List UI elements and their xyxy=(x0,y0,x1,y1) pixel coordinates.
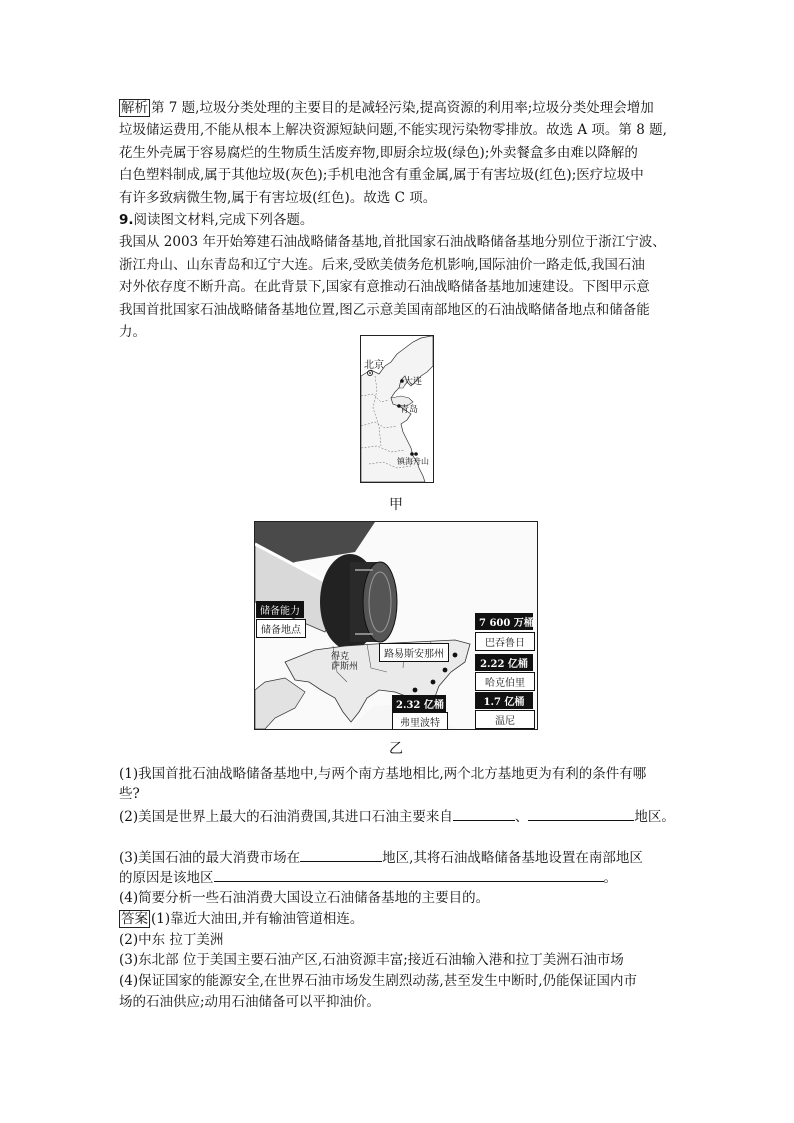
question-1-line-1: (1)我国首批石油战略储备基地中,与两个南方基地相比,两个北方基地更为有利的条件有哪 xyxy=(119,766,647,782)
question-2: (2)美国是世界上最大的石油消费国,其进口石油主要来自 、 地区。 xyxy=(119,806,689,827)
answer-3: (3)东北部 位于美国主要石油产区,石油资源丰富;接近石油输入港和拉丁美洲石油市场 xyxy=(119,952,624,968)
question-1-line-2: 些? xyxy=(119,786,140,802)
capacity-hackberry: 2.22 亿桶 xyxy=(475,654,533,671)
site-marker-hackberry xyxy=(443,668,448,673)
label-beijing: 北京 xyxy=(364,360,384,371)
analysis-tag: 解析 xyxy=(121,100,148,116)
site-winnie: 温尼 xyxy=(475,710,535,729)
material-line-1: 我国从 2003 年开始筹建石油战略储备基地,首批国家石油战略储备基地分别位于浙江宁波、 xyxy=(119,234,666,251)
label-qingdao: 青岛 xyxy=(400,405,419,415)
label-ningbo-zhoushan: 镇海舟山 xyxy=(397,457,429,466)
material-line-4: 我国首批国家石油战略储备基地位置,图乙示意美国南部地区的石油战略储备地点和储备能 xyxy=(119,301,650,318)
barrel-lid xyxy=(363,562,397,642)
blank-3a[interactable] xyxy=(300,847,382,862)
site-marker-freeport xyxy=(413,688,418,693)
beijing-dot xyxy=(369,372,371,374)
material-line-5: 力。 xyxy=(119,324,146,341)
analysis-line-1: 解析 第 7 题,垃圾分类处理的主要目的是减轻污染,提高资源的利用率;垃圾分类处理会增加 xyxy=(121,100,654,116)
material-line-2: 浙江舟山、山东青岛和辽宁大连。后来,受欧美债务危机影响,国际油价一路走低,我国石油 xyxy=(119,256,645,273)
figure-yi xyxy=(254,521,538,730)
question-9-intro: 9.阅读图文材料,完成下列各题。 xyxy=(119,212,314,228)
legend-capacity: 储备能力 xyxy=(256,601,304,618)
question-4: (4)简要分析一些石油消费大国设立石油储备基地的主要目的。 xyxy=(119,890,490,906)
analysis-line-2: 垃圾储运费用,不能从根本上解决资源短缺问题,不能实现污染物零排放。故选 A 项。第 8 题, xyxy=(119,122,667,139)
site-marker-winnie xyxy=(431,680,436,685)
analysis-section xyxy=(119,97,679,209)
label-texas: 得克 萨斯州 xyxy=(331,652,359,672)
figure-jia-map xyxy=(360,335,434,483)
site-marker-baton-rouge xyxy=(453,653,458,658)
capacity-freeport: 2.32 亿桶 xyxy=(392,695,446,712)
site-baton-rouge: 巴吞鲁日 xyxy=(475,632,535,651)
blank-2b[interactable] xyxy=(528,806,634,821)
figure-jia-caption: 甲 xyxy=(389,497,403,513)
figure-yi-caption: 乙 xyxy=(389,741,403,757)
answer-section-header: 答案 (1)靠近大油田,并有输油管道相连。 xyxy=(121,911,364,927)
site-hackberry: 哈克伯里 xyxy=(475,672,535,691)
question-number: 9. xyxy=(119,212,134,228)
capacity-winnie: 1.7 亿桶 xyxy=(475,692,533,709)
analysis-line-3: 花生外壳属于容易腐烂的生物质生活废弃物,即厨余垃圾(绿色);外卖餐盒多由难以降解的 xyxy=(119,144,638,161)
capacity-baton-rouge: 7 600 万桶 xyxy=(475,613,533,630)
label-dalian: 大连 xyxy=(404,377,423,387)
answer-4-line-2: 场的石油供应;动用石油储备可以平抑油价。 xyxy=(119,994,381,1010)
answer-4-line-1: (4)保证国家的能源安全,在世界石油市场发生剧烈动荡,甚至发生中断时,仍能保证国内市 xyxy=(119,973,637,989)
analysis-line-4: 白色塑料制成,属于其他垃圾(灰色);手机电池含有重金属,属于有害垃圾(红色);医疗垃圾中 xyxy=(119,167,644,184)
question-3-line-2: 的原因是该地区 。 xyxy=(119,867,689,888)
answer-tag: 答案 xyxy=(121,911,148,927)
analysis-line-5: 有许多致病微生物,属于有害垃圾(红色)。故选 C 项。 xyxy=(119,189,437,206)
blank-2a[interactable] xyxy=(453,806,515,821)
material-line-3: 对外依存度不断升高。在此背景下,国家有意推动石油战略储备基地加速建设。下图甲示意 xyxy=(119,279,650,296)
blank-3b[interactable] xyxy=(214,867,604,882)
legend-site: 储备地点 xyxy=(256,619,306,638)
label-louisiana: 路易斯安那州 xyxy=(379,643,449,662)
question-3-line-1: (3)美国石油的最大消费市场在 地区,其将石油战略储备基地设置在南部地区 xyxy=(119,847,689,868)
site-freeport: 弗里波特 xyxy=(392,712,448,730)
answer-2: (2)中东 拉丁美洲 xyxy=(119,932,224,948)
question-9-section xyxy=(119,209,679,343)
